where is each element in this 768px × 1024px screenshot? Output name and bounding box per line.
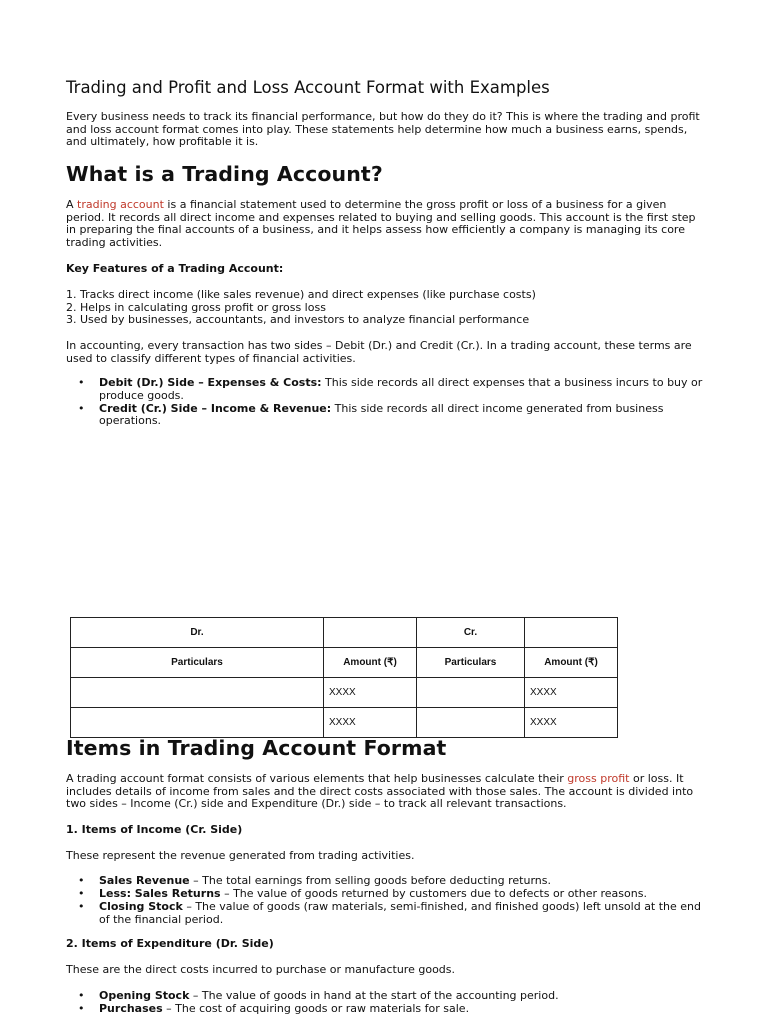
- income-items-list: [66, 875, 706, 927]
- expenditure-items-heading: 2. Items of Expenditure (Dr. Side): [66, 937, 274, 950]
- credit-side-text: This side records all direct income generated from business operations.: [99, 401, 664, 428]
- intro-paragraph: Every business needs to track its financial performance, but how do they do it? This is where the trading and profit and loss account format comes into play. These statements help determine how much a business earns, spends, and ultimately, how profitable it is.: [66, 110, 700, 149]
- item-label: Closing Stock: [99, 900, 183, 914]
- dr-particulars-header: Particulars: [71, 648, 324, 678]
- trading-account-definition: [66, 199, 706, 249]
- table-cell: XXXX: [525, 708, 618, 738]
- cr-header: Cr.: [417, 618, 525, 648]
- list-item-sales-returns: [66, 888, 706, 901]
- key-features-heading: Key Features of a Trading Account:: [66, 262, 284, 275]
- items-intro-paragraph: [66, 773, 706, 811]
- table-header-row: [71, 618, 618, 648]
- list-item-credit-side: [66, 403, 706, 428]
- table-cell: [71, 708, 324, 738]
- table-cell: XXXX: [324, 708, 417, 738]
- list-item-sales-revenue: [66, 875, 706, 888]
- list-item-purchases: [66, 1003, 706, 1016]
- item-text: – The cost of acquiring goods or raw materials for sale.: [162, 1002, 470, 1016]
- definition-suffix: is a financial statement used to determine the gross profit or loss of a business for a given period. It records all direct income and expenses related to buying and selling goods. This account is the first step in preparing the final accounts of a business, and it helps assess how efficiently a company is managing its core trading activities.: [66, 198, 696, 249]
- item-text: – The value of goods returned by customers due to defects or other reasons.: [220, 887, 647, 901]
- page-title: Trading and Profit and Loss Account Format with Examples: [66, 78, 550, 97]
- cr-particulars-header: Particulars: [417, 648, 525, 678]
- table-column-header-row: [71, 648, 618, 678]
- table-cell: [417, 678, 525, 708]
- table-cell: XXXX: [324, 678, 417, 708]
- item-label: Sales Revenue: [99, 874, 190, 887]
- item-text: – The value of goods in hand at the start of the accounting period.: [189, 989, 559, 1002]
- empty-header-cell: [324, 618, 417, 648]
- trading-account-table: [70, 617, 618, 738]
- table-cell: [71, 678, 324, 708]
- debit-side-text: This side records all direct expenses that a business incurs to buy or produce goods.: [99, 376, 703, 402]
- cr-amount-header: Amount (₹): [525, 648, 618, 678]
- debit-side-label: Debit (Dr.) Side – Expenses & Costs:: [99, 376, 322, 389]
- items-intro-prefix: A trading account format consists of various elements that help businesses calculate their: [66, 772, 568, 785]
- item-label: Less: Sales Returns: [99, 887, 221, 901]
- table-row: [71, 678, 618, 708]
- list-item-opening-stock: [66, 990, 706, 1003]
- dr-header: Dr.: [71, 618, 324, 648]
- income-items-heading: 1. Items of Income (Cr. Side): [66, 823, 243, 836]
- expenditure-intro: These are the direct costs incurred to purchase or manufacture goods.: [66, 963, 456, 976]
- definition-prefix: A: [66, 198, 78, 211]
- gross-profit-link[interactable]: gross profit: [567, 772, 630, 785]
- dr-amount-header: Amount (₹): [324, 648, 417, 678]
- list-item-debit-side: [66, 377, 706, 402]
- item-label: Opening Stock: [99, 989, 190, 1002]
- feature-item: 2. Helps in calculating gross profit or gross loss: [66, 300, 326, 314]
- expenditure-items-list: [66, 990, 706, 1016]
- section-heading-trading-account: What is a Trading Account?: [66, 162, 383, 186]
- key-features-list: [66, 289, 706, 327]
- credit-side-label: Credit (Cr.) Side – Income & Revenue:: [99, 401, 332, 415]
- table-cell: XXXX: [525, 678, 618, 708]
- sides-list: [66, 377, 706, 428]
- table-cell: [417, 708, 525, 738]
- item-text: – The value of goods (raw materials, semi-finished, and finished goods) left unsold at the end of the financial period.: [99, 900, 702, 926]
- trading-account-link[interactable]: trading account: [77, 198, 164, 211]
- income-intro: These represent the revenue generated from trading activities.: [66, 849, 415, 862]
- empty-header-cell: [525, 618, 618, 648]
- table-row: [71, 708, 618, 738]
- list-item-closing-stock: [66, 901, 706, 926]
- feature-item: 3. Used by businesses, accountants, and investors to analyze financial performance: [66, 313, 530, 327]
- item-text: – The total earnings from selling goods before deducting returns.: [189, 874, 551, 887]
- items-intro-suffix: or loss. It includes details of income from sales and the direct costs associated with those sales. The account is divided into two sides – Income (Cr.) side and Expenditure (Dr.) side – to track all relevant transactions.: [66, 772, 694, 811]
- accounting-paragraph: In accounting, every transaction has two sides – Debit (Dr.) and Credit (Cr.). In a trading account, these terms are used to classify different types of financial activities.: [66, 339, 692, 365]
- feature-item: 1. Tracks direct income (like sales revenue) and direct expenses (like purchase costs): [66, 288, 536, 301]
- section-heading-items: Items in Trading Account Format: [66, 736, 447, 760]
- item-label: Purchases: [99, 1002, 163, 1016]
